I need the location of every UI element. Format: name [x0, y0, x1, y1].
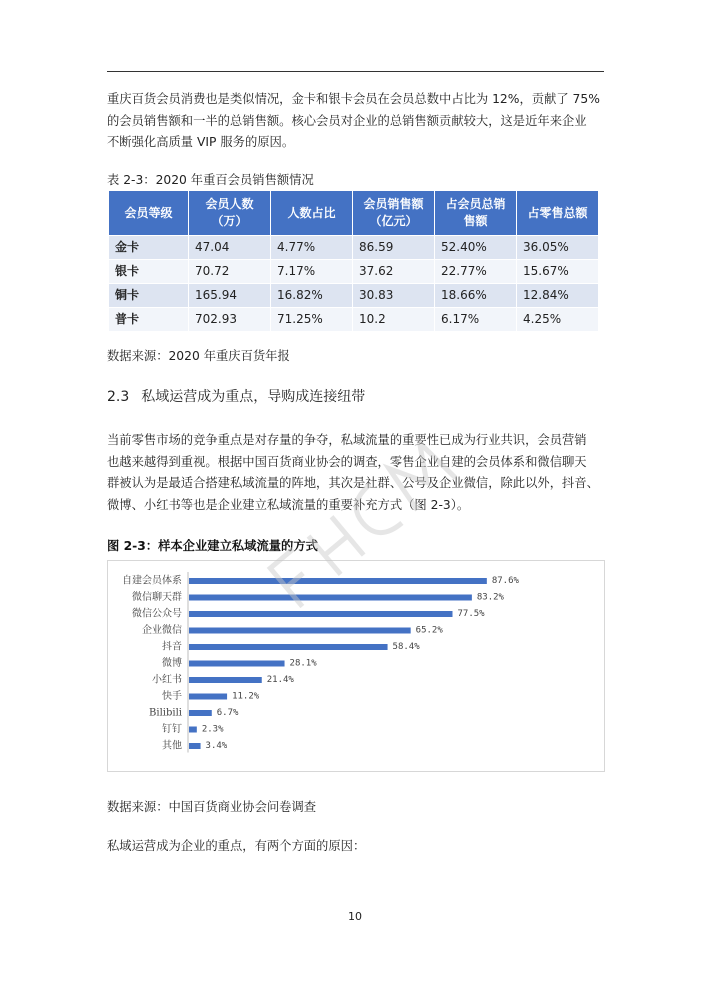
bar: [189, 578, 487, 584]
bar-chart-svg: [108, 561, 604, 771]
category-label: 自建会员体系: [122, 575, 182, 587]
table-cell: 47.04: [189, 236, 271, 260]
value-label: 3.4%: [205, 741, 228, 751]
table-cell: 52.40%: [435, 236, 517, 260]
value-label: 77.5%: [457, 609, 485, 619]
table-cell: 金卡: [109, 236, 189, 260]
table-cell: 普卡: [109, 308, 189, 332]
category-label: 微信聊天群: [132, 592, 182, 603]
value-label: 6.7%: [216, 708, 239, 718]
bar: [189, 661, 285, 667]
col-header-member-sales: 会员销售额 （亿元）: [353, 191, 435, 236]
table-cell: 30.83: [353, 284, 435, 308]
table-cell: 702.93: [189, 308, 271, 332]
text-line: 当前零售市场的竞争重点是对存量的争夺，私域流量的重要性已成为行业共识，会员营销: [107, 433, 587, 447]
category-label: Bilibili: [149, 707, 182, 719]
value-label: 65.2%: [415, 625, 443, 636]
table-row: [109, 260, 599, 284]
table-cell: 银卡: [109, 260, 189, 284]
col-header-share-of-retail: 占零售总额: [517, 191, 599, 236]
col-header-level: 会员等级: [109, 191, 189, 236]
category-label: 企业微信: [142, 625, 182, 636]
closing-paragraph: 私域运营成为企业的重点，有两个方面的原因：: [107, 839, 366, 853]
bar: [189, 595, 472, 601]
category-label: 小红书: [152, 674, 182, 686]
table-source: 数据来源：2020 年重庆百货年报: [107, 349, 290, 363]
text-line: 不断强化高质量 VIP 服务的原因。: [107, 135, 295, 149]
bar: [189, 628, 411, 634]
category-label: 微博: [162, 658, 182, 669]
value-label: 21.4%: [266, 675, 294, 685]
figure-source: 数据来源：中国百货商业协会问卷调查: [107, 800, 317, 814]
bar: [189, 743, 201, 749]
paragraph-private-traffic: [107, 430, 607, 516]
table-cell: 70.72: [189, 260, 271, 284]
value-label: 28.1%: [289, 658, 317, 669]
table-header-row: [109, 191, 599, 236]
bar: [189, 710, 212, 716]
bar-chart: [107, 560, 605, 772]
bar: [189, 727, 197, 733]
value-label: 58.4%: [392, 642, 420, 652]
text-line: 群被认为是最适合搭建私域流量的阵地，其次是社群、公号及企业微信，除此以外，抖音、: [107, 476, 599, 490]
page-number: 10: [348, 910, 362, 923]
table-cell: 铜卡: [109, 284, 189, 308]
table-cell: 12.84%: [517, 284, 599, 308]
table-cell: 6.17%: [435, 308, 517, 332]
table-cell: 37.62: [353, 260, 435, 284]
header-rule: [107, 71, 604, 72]
value-label: 11.2%: [232, 691, 260, 702]
table-cell: 36.05%: [517, 236, 599, 260]
paragraph-member-consumption: [107, 89, 607, 154]
table-row: [109, 284, 599, 308]
table-cell: 165.94: [189, 284, 271, 308]
section-number: 2.3: [107, 389, 130, 405]
category-label: 其他: [162, 740, 182, 752]
table-row: [109, 308, 599, 332]
table-cell: 18.66%: [435, 284, 517, 308]
table-cell: 16.82%: [271, 284, 353, 308]
col-header-members: 会员人数 （万）: [189, 191, 271, 236]
table-cell: 4.77%: [271, 236, 353, 260]
bar: [189, 694, 227, 700]
category-label: 快手: [162, 691, 182, 702]
col-header-member-share: 人数占比: [271, 191, 353, 236]
text-line: 也越来越得到重视。根据中国百货商业协会的调查，零售企业自建的会员体系和微信聊天: [107, 454, 587, 469]
col-header-share-of-member-sales: 占会员总销 售额: [435, 191, 517, 236]
table-cell: 10.2: [353, 308, 435, 332]
table-row: [109, 236, 599, 260]
table-cell: 4.25%: [517, 308, 599, 332]
text-line: 重庆百货会员消费也是类似情况，金卡和银卡会员在会员总数中占比为 12%，贡献了 75%: [107, 92, 600, 106]
text-line: 的会员销售额和一半的总销售额。核心会员对企业的总销售额贡献较大，这是近年来企业: [107, 113, 587, 128]
table-cell: 86.59: [353, 236, 435, 260]
category-label: 微信公众号: [132, 608, 182, 620]
category-label: 钉钉: [162, 724, 182, 735]
bar: [189, 644, 388, 650]
table-cell: 22.77%: [435, 260, 517, 284]
category-label: 抖音: [162, 641, 182, 653]
value-label: 2.3%: [201, 724, 224, 735]
table-cell: 71.25%: [271, 308, 353, 332]
text-line: 微博、小红书等也是企业建立私域流量的重要补充方式（图 2-3）。: [107, 497, 470, 512]
section-heading: [107, 386, 365, 406]
table-cell: 7.17%: [271, 260, 353, 284]
table-caption: 表 2-3：2020 年重百会员销售额情况: [107, 173, 314, 187]
figure-title: 图 2-3：样本企业建立私域流量的方式: [107, 539, 318, 553]
table-cell: 15.67%: [517, 260, 599, 284]
value-label: 87.6%: [491, 576, 519, 586]
bar: [189, 677, 262, 683]
value-label: 83.2%: [476, 592, 504, 603]
bar: [189, 611, 453, 617]
section-title: 私域运营成为重点，导购成连接纽带: [141, 389, 366, 405]
member-sales-table: [108, 190, 599, 332]
